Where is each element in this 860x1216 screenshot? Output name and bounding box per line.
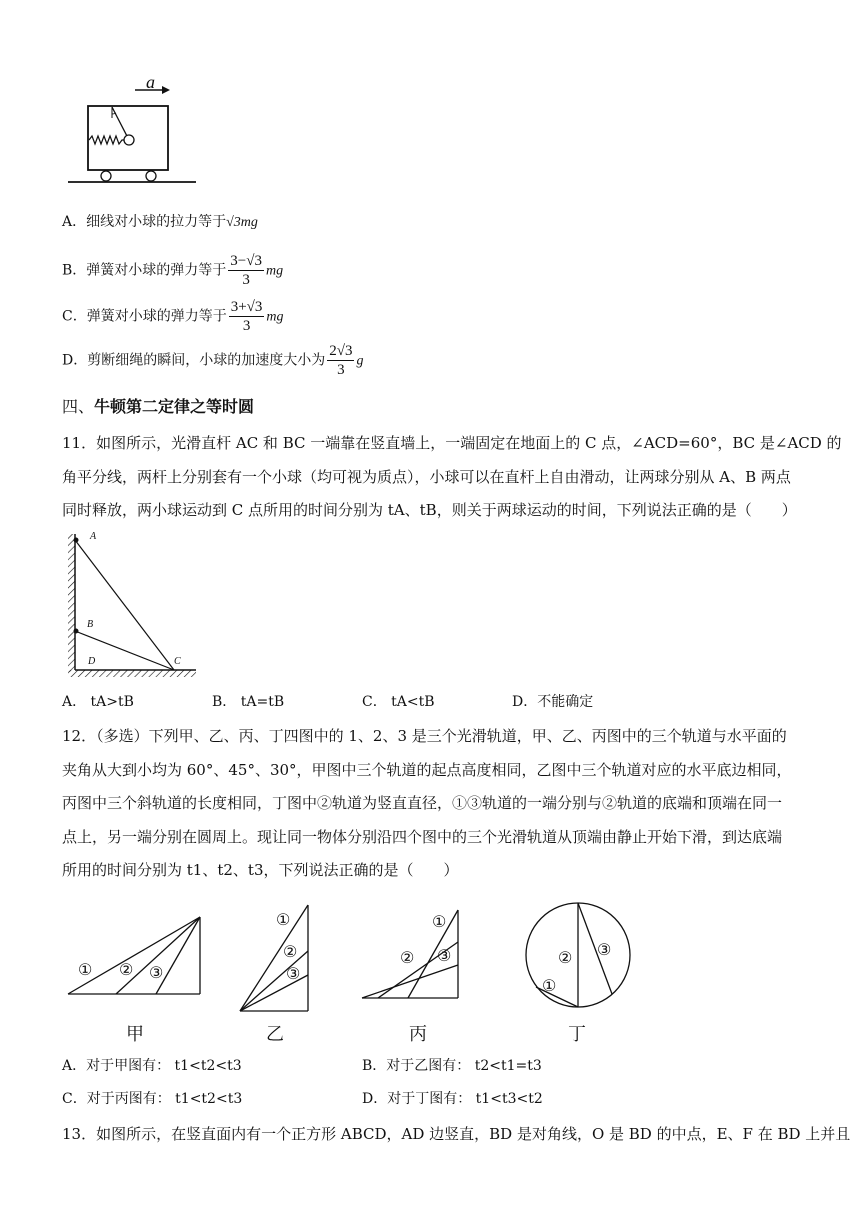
q12-option-c[interactable]: C．对于丙图有： t1<t2<t3 (62, 1091, 243, 1107)
q10-option-a[interactable]: A．细线对小球的拉力等于√3mg (62, 214, 258, 230)
yi-track-3: ③ (286, 964, 301, 983)
q10-option-a-expr: √3mg (226, 215, 258, 230)
figure-name-jia: 甲 (126, 1024, 144, 1045)
figure-name-ding: 丁 (568, 1024, 586, 1045)
q11-option-a[interactable]: A． tA>tB (62, 694, 134, 710)
jia-track-2: ② (119, 960, 134, 979)
ground-hatch (68, 670, 196, 677)
q10-option-d[interactable]: D．剪断细绳的瞬间，小球的加速度大小为 $\frac{2√3}{3}$ g (62, 343, 364, 378)
q12-figures (60, 895, 680, 1025)
q12-text-line-3: 丙图中三个斜轨道的长度相同，丁图中②轨道为竖直直径，①③轨道的一端分别与②轨道的底端和顶端在同一 (62, 794, 783, 812)
ball-b (74, 629, 79, 634)
ding-track-1: ① (542, 976, 557, 995)
q11-label-b: B (87, 619, 94, 630)
wheel-left (101, 171, 111, 181)
ding-track-2: ② (558, 948, 573, 967)
ball-a (74, 538, 79, 543)
q12-option-a[interactable]: A．对于甲图有： t1<t2<t3 (62, 1058, 242, 1074)
wheel-right (146, 171, 156, 181)
acceleration-arrowhead (162, 86, 170, 94)
accel-label: a (146, 72, 155, 92)
q10-option-c[interactable]: C．弹簧对小球的弹力等于 $\frac{3+√3}{3}$ mg (62, 299, 284, 334)
cart-figure (60, 70, 200, 190)
yi-track-2: ② (283, 942, 298, 961)
spring (89, 136, 129, 144)
q10-option-b[interactable]: B．弹簧对小球的弹力等于 $\frac{3-√3}{3}$ mg (62, 253, 284, 288)
q13-text-line-1: 13．如图所示，在竖直面内有一个正方形 ABCD，AD 边竖直，BD 是对角线，O 是 BD 的中点，E、F 在 BD 上并且 (62, 1125, 851, 1143)
figure-name-yi: 乙 (266, 1024, 284, 1045)
figure-yi (240, 905, 308, 1011)
bing-track-1: ① (432, 912, 447, 931)
q11-text-line-3: 同时释放，两小球运动到 C 点所用的时间分别为 tA、tB，则关于两球运动的时间，下列说法正确的是（ ） (62, 501, 797, 519)
q12-text-line-1: 12．（多选）下列甲、乙、丙、丁四图中的 1、2、3 是三个光滑轨道，甲、乙、丙图中的三个轨道与水平面的 (62, 727, 787, 745)
q11-option-b[interactable]: B． tA=tB (212, 694, 285, 710)
q11-option-d[interactable]: D．不能确定 (512, 694, 594, 710)
q11-figure (62, 530, 202, 680)
q12-text-line-2: 夹角从大到小均为 60°、45°、30°，甲图中三个轨道的起点高度相同，乙图中三个轨道对应的水平底边相同， (62, 761, 792, 779)
section-heading: 四、牛顿第二定律之等时圆 (62, 397, 255, 416)
figure-name-bing: 丙 (409, 1024, 427, 1045)
q12-text-line-5: 所用的时间分别为 t1、t2、t3，下列说法正确的是（ ） (62, 861, 459, 879)
q11-label-a: A (90, 531, 97, 542)
jia-track-1: ① (78, 960, 93, 979)
figure-jia (68, 917, 200, 994)
q11-option-c[interactable]: C． tA<tB (362, 694, 435, 710)
q11-text-line-2: 角平分线，两杆上分别套有一个小球（均可视为质点），小球可以在直杆上自由滑动，让两球分别从 A、B 两点 (62, 468, 791, 486)
wall-hatch (68, 534, 75, 672)
yi-track-1: ① (276, 910, 291, 929)
bing-track-3: ③ (437, 946, 452, 965)
q11-label-d: D (88, 656, 96, 667)
q12-text-line-4: 点上，另一端分别在圆周上。现让同一物体分别沿四个图中的三个光滑轨道从顶端由静止开始下滑，到达底端 (62, 828, 783, 846)
q11-label-c: C (174, 656, 181, 667)
jia-track-3: ③ (149, 963, 164, 982)
bing-track-2: ② (400, 948, 415, 967)
q11-text-line-1: 11．如图所示，光滑直杆 AC 和 BC 一端靠在竖直墙上，一端固定在地面上的 C 点，∠ACD=60°，BC 是∠ACD 的 (62, 434, 842, 452)
ball (124, 135, 134, 145)
q12-option-b[interactable]: B．对于乙图有： t2<t1=t3 (362, 1058, 542, 1074)
ding-track-3: ③ (597, 940, 612, 959)
q12-option-d[interactable]: D．对于丁图有： t1<t3<t2 (362, 1091, 543, 1107)
